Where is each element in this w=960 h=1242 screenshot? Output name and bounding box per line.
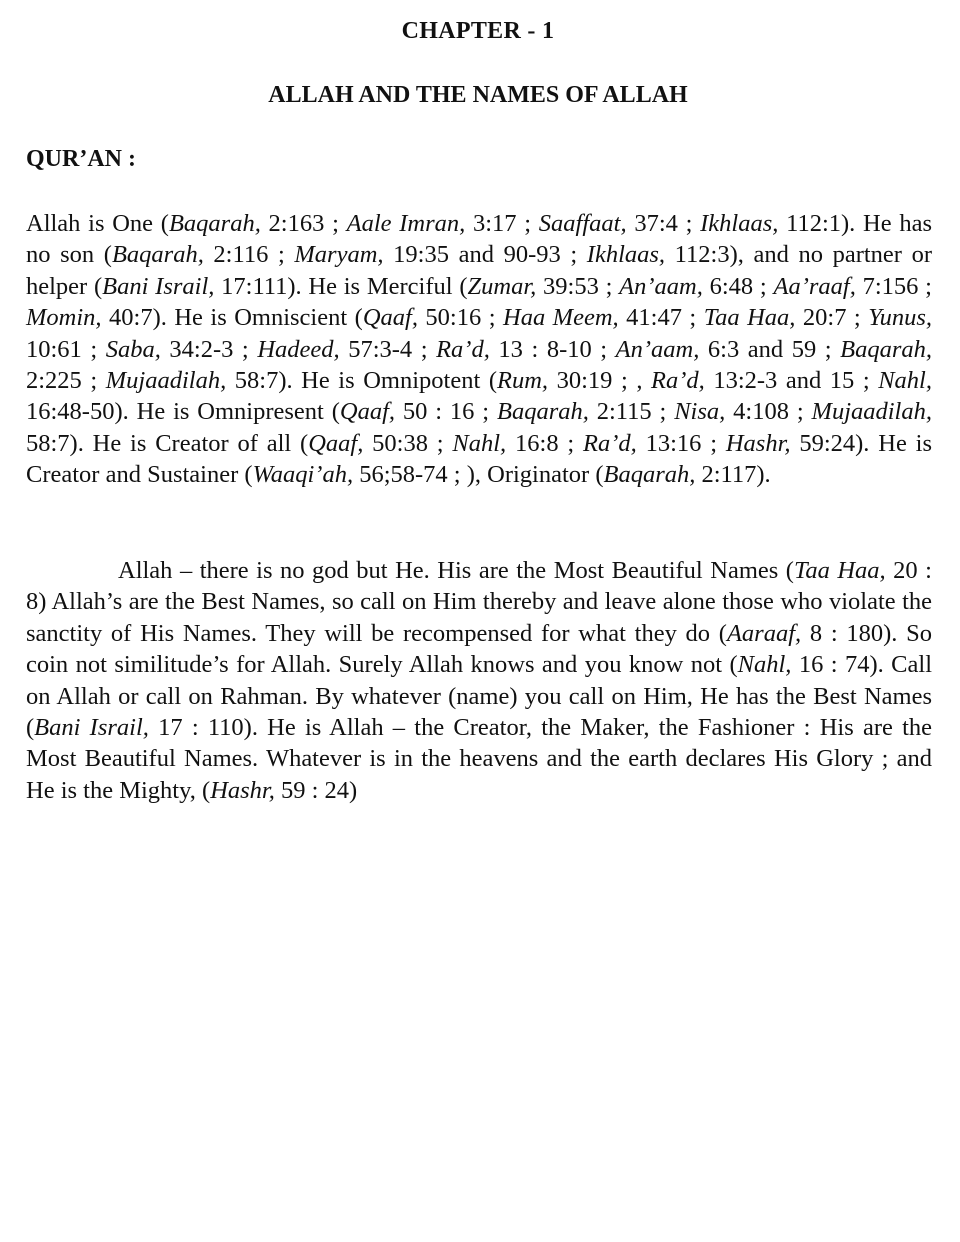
text-run: 50:38 ;: [363, 429, 453, 457]
text-run: 34:2-3 ;: [160, 335, 258, 363]
surah-reference: Aaraaf,: [726, 619, 802, 647]
surah-reference: Hashr,: [210, 776, 275, 804]
text-run: 8 : 180). So coin not similitude’s for Allah. Surely Allah knows and you know not (: [26, 619, 932, 679]
text-run: 16 : 74). Call on Allah or call on Rahman. By whatever (name) you call on Him, He has the Best Names (: [26, 651, 932, 742]
surah-reference: Baqarah,: [603, 461, 696, 489]
surah-reference: Maryam,: [294, 241, 384, 269]
text-run: 16:48-50). He is Omnipresent (: [26, 398, 340, 426]
surah-reference: Ikhlaas,: [700, 210, 779, 237]
surah-reference: Yunus,: [868, 304, 933, 332]
text-run: 20:7 ;: [795, 304, 869, 332]
text-run: 59:24). He is Creator and Sustainer (: [26, 429, 932, 489]
surah-reference: Ra’d,: [583, 429, 637, 457]
surah-reference: Bani Israil,: [34, 714, 149, 742]
text-run: 13:16 ;: [636, 429, 726, 457]
text-run: 17 : 110). He is Allah – the Creator, the Maker, the Fashioner : His are the Most Beautiful Names. Whatever is in the heavens and the earth declares His Glory ; and He is the Mighty, (: [26, 714, 932, 804]
surah-reference: Nahl,: [878, 367, 932, 395]
paragraph-attributes: [26, 208, 932, 491]
surah-reference: Zumar,: [467, 272, 537, 300]
surah-reference: Momin,: [26, 304, 102, 332]
surah-reference: An’aam,: [615, 335, 700, 363]
surah-reference: Qaaf,: [308, 429, 364, 457]
text-run: 16:8 ;: [506, 429, 584, 457]
surah-reference: Mujaadilah,: [105, 367, 227, 395]
text-run: 13 : 8-10 ;: [489, 335, 616, 363]
surah-reference: Saba,: [105, 335, 161, 363]
surah-reference: Bani Israil,: [102, 272, 215, 300]
surah-reference: Saaffaat,: [538, 210, 627, 237]
text-run: 50:16 ;: [417, 304, 503, 332]
text-run: Allah – there is no god but He. His are the Most Beautiful Names (: [118, 557, 794, 584]
text-run: 2:117).: [695, 461, 771, 489]
text-run: 39:53 ;: [536, 272, 620, 300]
text-run: 50 : 16 ;: [395, 398, 497, 426]
surah-reference: Baqarah,: [111, 241, 204, 269]
text-run: 3:17 ;: [465, 210, 539, 237]
text-run: 20 : 8) Allah’s are the Best Names, so call on Him thereby and leave alone those who violate the sanctity of His Names. They will be recompensed for what they do (: [26, 557, 932, 647]
text-run: 13:2-3 and 15 ;: [704, 367, 879, 395]
surah-reference: An’aam,: [619, 272, 703, 300]
surah-reference: Baqarah,: [497, 398, 589, 426]
paragraph-beautiful-names: [26, 555, 932, 806]
surah-reference: Aale Imran,: [346, 210, 466, 237]
text-run: 7:156 ;: [855, 272, 932, 300]
text-run: 2:116 ;: [203, 241, 295, 269]
text-run: 6:48 ;: [702, 272, 774, 300]
surah-reference: Nahl,: [452, 429, 507, 457]
surah-reference: Nahl,: [737, 651, 792, 679]
text-run: 10:61 ;: [26, 335, 106, 363]
surah-reference: Ra’d,: [651, 367, 705, 395]
text-run: 2:115 ;: [588, 398, 675, 426]
surah-reference: Qaaf,: [362, 304, 418, 332]
surah-reference: Hashr,: [725, 429, 791, 457]
text-run: 112:1). He has no son (: [26, 210, 932, 269]
surah-reference: Taa Haa,: [703, 304, 796, 332]
surah-reference: Haa Meem,: [503, 304, 619, 332]
surah-reference: Baqarah,: [840, 335, 933, 363]
text-run: 17:111). He is Merciful (: [214, 272, 468, 300]
surah-reference: Taa Haa,: [793, 557, 886, 584]
text-run: 30:19 ; ,: [548, 367, 652, 395]
text-run: 59 : 24): [274, 776, 358, 804]
text-run: Allah is One (: [26, 210, 169, 237]
text-run: 58:7). He is Creator of all (: [26, 429, 309, 457]
text-run: 19:35 and 90-93 ;: [383, 241, 587, 269]
text-run: 6:3 and 59 ;: [699, 335, 841, 363]
surah-reference: Qaaf,: [339, 398, 395, 426]
surah-reference: Ra’d,: [436, 335, 490, 363]
surah-reference: Ikhlaas,: [586, 241, 666, 269]
text-run: 40:7). He is Omniscient (: [101, 304, 363, 332]
surah-reference: Mujaadilah,: [811, 398, 932, 426]
text-run: 56;58-74 ; ), Originator (: [353, 461, 604, 489]
text-run: 58:7). He is Omnipotent (: [226, 367, 497, 395]
surah-reference: Rum,: [496, 367, 549, 395]
surah-reference: Aa’raaf,: [773, 272, 856, 300]
text-run: 2:225 ;: [26, 367, 106, 395]
text-run: 37:4 ;: [626, 210, 701, 237]
surah-reference: Waaqi’ah,: [252, 461, 354, 489]
surah-reference: Baqarah,: [168, 210, 261, 237]
chapter-title: CHAPTER - 1: [401, 18, 555, 44]
text-run: 4:108 ;: [725, 398, 812, 426]
section-heading: QUR’AN :: [26, 146, 136, 172]
text-run: 57:3-4 ;: [339, 335, 437, 363]
text-run: 41:47 ;: [618, 304, 704, 332]
surah-reference: Nisa,: [674, 398, 726, 426]
surah-reference: Hadeed,: [257, 335, 340, 363]
text-run: 112:3), and no partner or helper (: [26, 241, 932, 300]
text-run: 2:163 ;: [260, 210, 347, 237]
chapter-subtitle: ALLAH AND THE NAMES OF ALLAH: [268, 82, 688, 108]
